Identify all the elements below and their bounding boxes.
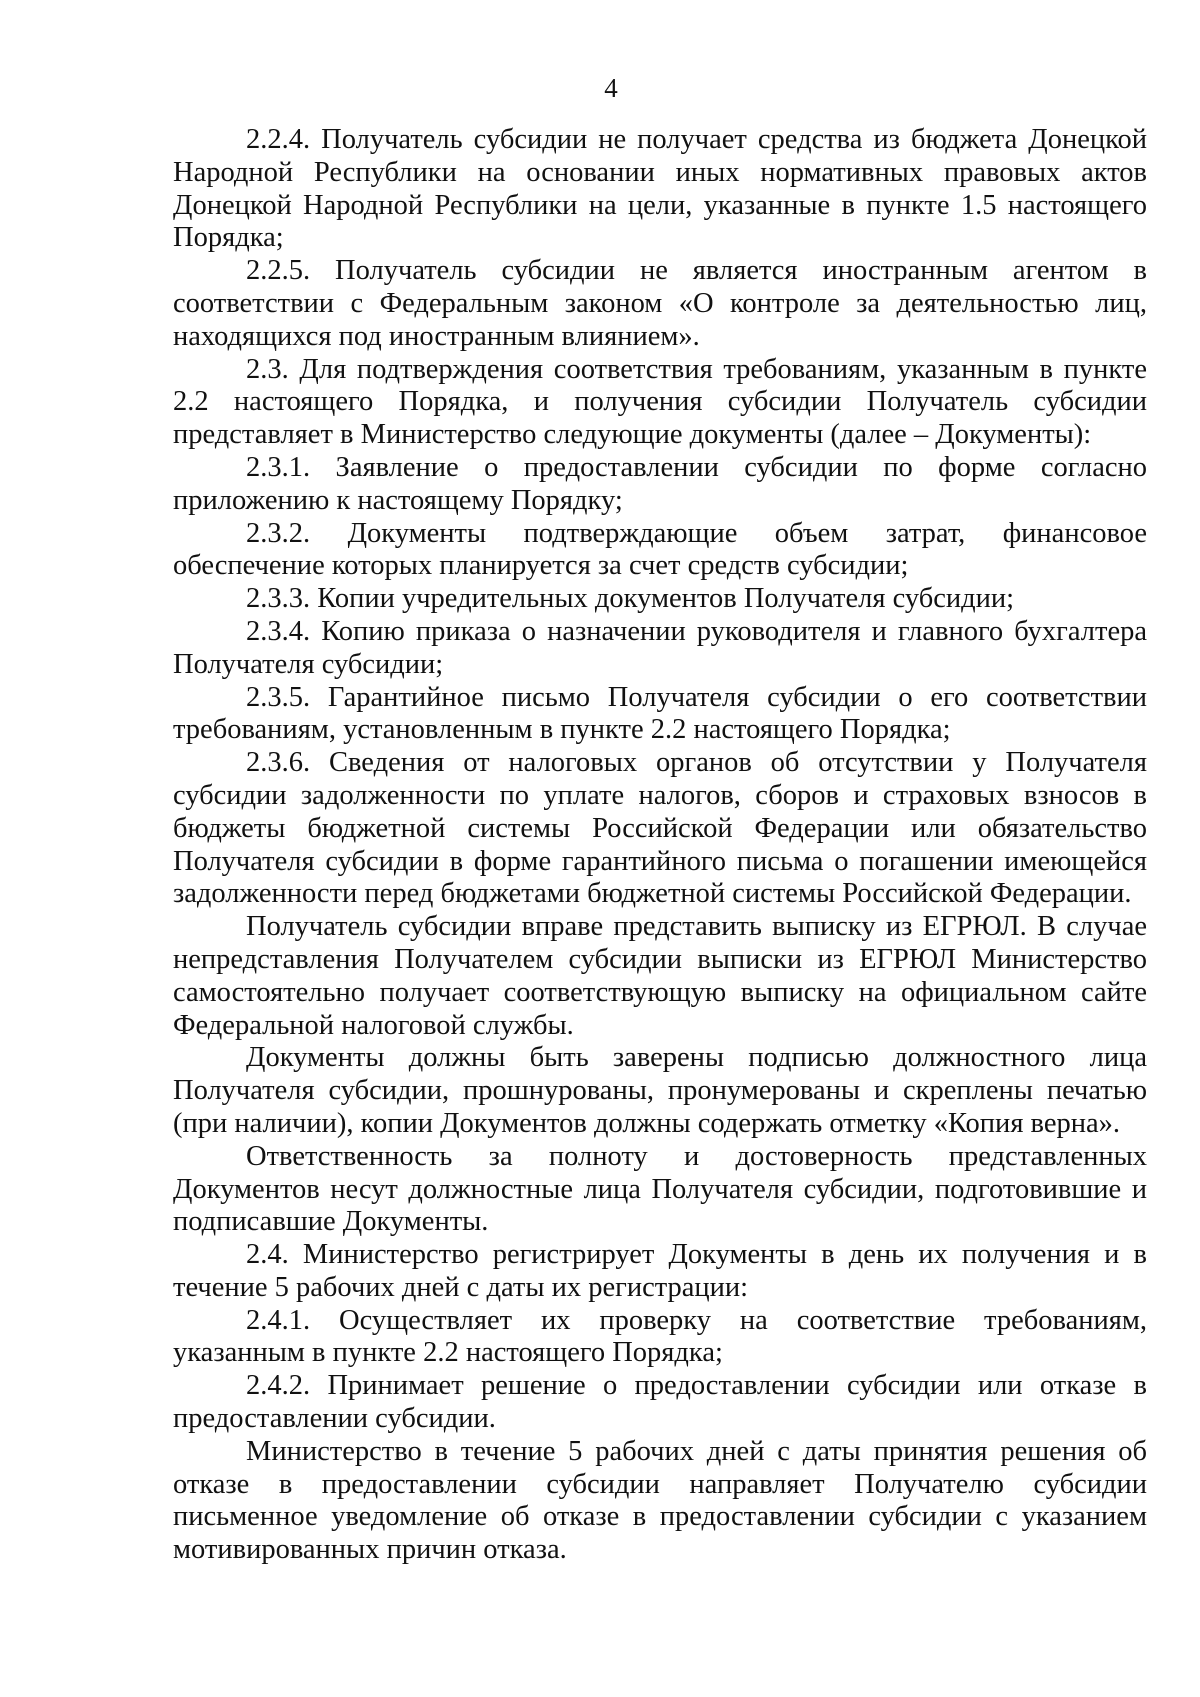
paragraph-2-3-2: 2.3.2. Документы подтверждающие объем затрат, финансовое обеспечение которых планируется за счет средств субсидии;: [173, 517, 1147, 582]
paragraph-2-2-4: 2.2.4. Получатель субсидии не получает средства из бюджета Донецкой Народной Республики на основании иных нормативных правовых актов Донецкой Народной Республики на цели, указанные в пункте 1.5 настоящего Порядка;: [173, 124, 1147, 254]
page-number: 4: [604, 73, 618, 103]
paragraph-responsibility: Ответственность за полноту и достоверность представленных Документов несут должностные лица Получателя субсидии, подготовившие и подписавшие Документы.: [173, 1140, 1147, 1238]
document-body: [173, 124, 1147, 1567]
paragraph-2-3-6: 2.3.6. Сведения от налоговых органов об отсутствии у Получателя субсидии задолженности по уплате налогов, сборов и страховых взносов в бюджеты бюджетной системы Российской Федерации или обязательство Получателя субсидии в форме гарантийного письма о погашении имеющейся задолженности перед бюджетами бюджетной системы Российской Федерации.: [173, 747, 1147, 910]
paragraph-2-3: 2.3. Для подтверждения соответствия требованиям, указанным в пункте 2.2 настоящего Порядка, и получения субсидии Получатель субсидии представляет в Министерство следующие документы (далее – Документы):: [173, 353, 1147, 451]
paragraph-egrul-extract: Получатель субсидии вправе представить выписку из ЕГРЮЛ. В случае непредставления Получателем субсидии выписки из ЕГРЮЛ Министерство самостоятельно получает соответствующую выписку на официальном сайте Федеральной налоговой службы.: [173, 911, 1147, 1041]
paragraph-2-4-1: 2.4.1. Осуществляет их проверку на соответствие требованиям, указанным в пункте 2.2 настоящего Порядка;: [173, 1304, 1147, 1369]
paragraph-documents-certification: Документы должны быть заверены подписью должностного лица Получателя субсидии, прошнурованы, пронумерованы и скреплены печатью (при наличии), копии Документов должны содержать отметку «Копия верна».: [173, 1042, 1147, 1139]
paragraph-2-3-4: 2.3.4. Копию приказа о назначении руководителя и главного бухгалтера Получателя субсидии;: [173, 615, 1147, 680]
paragraph-2-2-5: 2.2.5. Получатель субсидии не является иностранным агентом в соответствии с Федеральным законом «О контроле за деятельностью лиц, находящихся под иностранным влиянием».: [173, 255, 1147, 352]
paragraph-2-4: 2.4. Министерство регистрирует Документы в день их получения и в течение 5 рабочих дней с даты их регистрации:: [173, 1239, 1147, 1303]
paragraph-refusal-notice: Министерство в течение 5 рабочих дней с даты принятия решения об отказе в предоставлении субсидии направляет Получателю субсидии письменное уведомление об отказе в предоставлении субсидии с указанием мотивированных причин отказа.: [173, 1435, 1147, 1566]
paragraph-2-3-5: 2.3.5. Гарантийное письмо Получателя субсидии о его соответствии требованиям, установленным в пункте 2.2 настоящего Порядка;: [173, 681, 1147, 746]
paragraph-2-3-3: 2.3.3. Копии учредительных документов Получателя субсидии;: [246, 583, 1015, 615]
paragraph-2-3-1: 2.3.1. Заявление о предоставлении субсидии по форме согласно приложению к настоящему Порядку;: [173, 451, 1147, 516]
paragraph-2-4-2: 2.4.2. Принимает решение о предоставлении субсидии или отказе в предоставлении субсидии.: [173, 1370, 1147, 1435]
